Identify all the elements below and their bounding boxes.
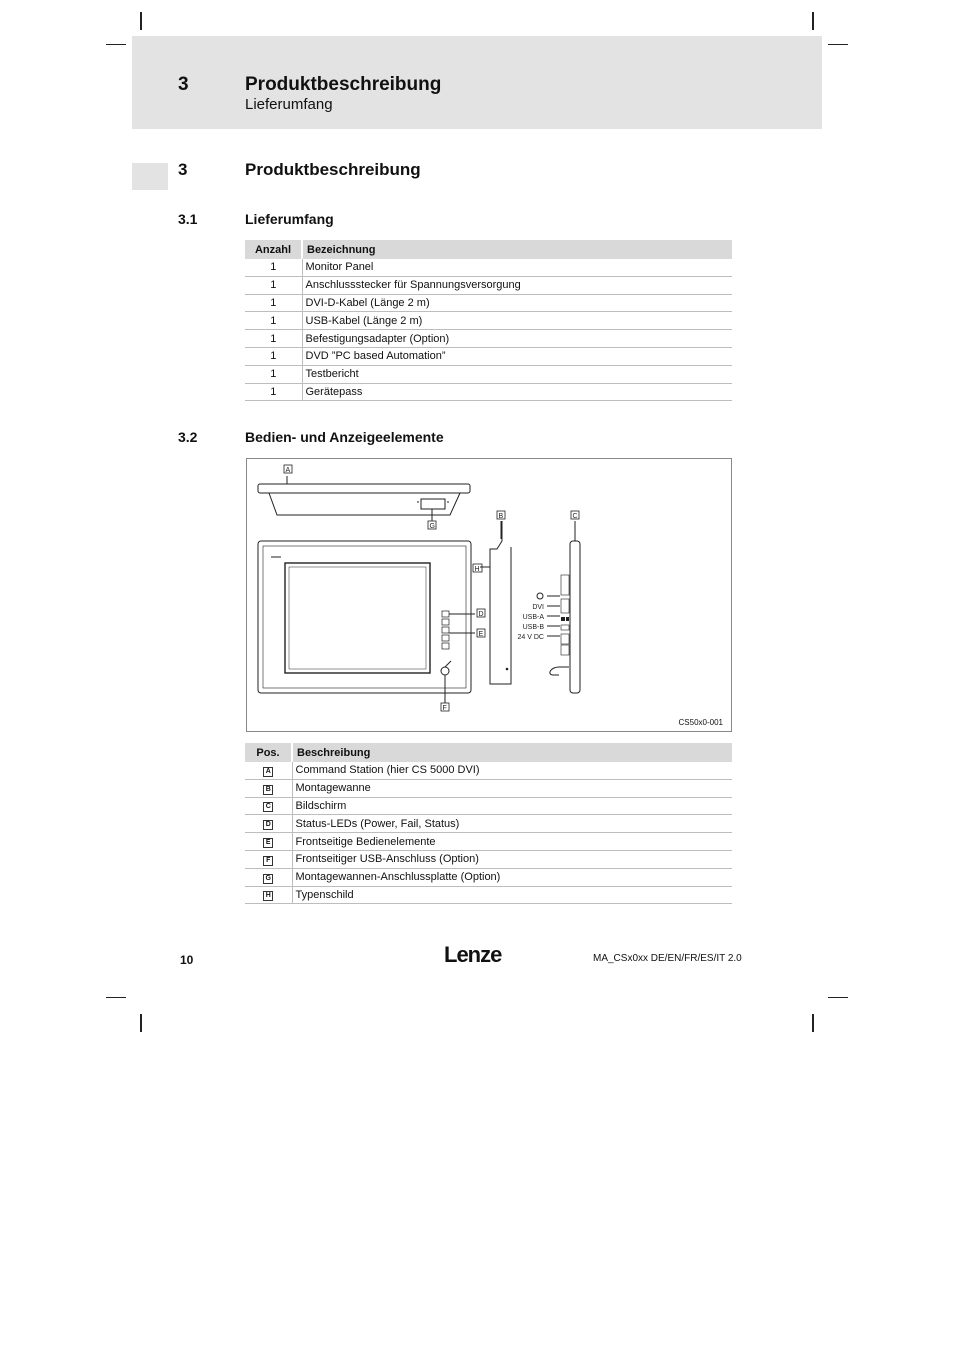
table-row	[245, 330, 732, 348]
section-number: 3	[178, 160, 188, 179]
label-b-text: B	[498, 513, 504, 520]
table-row	[245, 294, 732, 312]
desc-cell: Typenschild	[292, 886, 732, 904]
label-d-text: D	[478, 611, 484, 618]
name-cell: Befestigungsadapter (Option)	[302, 330, 732, 348]
subsection-1-title: Lieferumfang	[245, 211, 334, 227]
section-title: Produktbeschreibung	[245, 160, 421, 179]
qty-cell: 1	[245, 312, 302, 330]
table-row	[245, 365, 732, 383]
name-cell: Gerätepass	[302, 383, 732, 401]
scope-table	[245, 240, 732, 401]
device-figure	[246, 458, 732, 732]
pos-marker: B	[263, 785, 273, 795]
pos-marker: D	[263, 820, 273, 830]
label-f	[441, 703, 449, 712]
table-row	[245, 815, 732, 833]
name-cell: Anschlussstecker für Spannungsversorgung	[302, 276, 732, 294]
desc-cell: Command Station (hier CS 5000 DVI)	[292, 762, 732, 779]
desc-cell: Frontseitige Bedienelemente	[292, 833, 732, 851]
desc-cell: Montagewannen-Anschlussplatte (Option)	[292, 868, 732, 886]
col-desc-header: Beschreibung	[292, 743, 732, 762]
port-power-label: 24 V DC	[517, 634, 544, 641]
label-c	[571, 511, 579, 520]
table-row	[245, 347, 732, 365]
label-d	[477, 609, 485, 618]
crop-mark	[106, 44, 126, 45]
label-c-text: C	[572, 513, 578, 520]
lenze-logo: Lenze	[444, 942, 502, 967]
device-drawing	[247, 459, 731, 731]
label-h	[473, 564, 482, 573]
desc-cell: Frontseitiger USB-Anschluss (Option)	[292, 850, 732, 868]
label-g-text: G	[429, 523, 435, 530]
page-number: 10	[180, 953, 194, 967]
crop-mark	[106, 997, 126, 998]
port-usb-a-label: USB-A	[522, 614, 544, 621]
table-row	[245, 886, 732, 904]
pos-marker: A	[263, 767, 273, 777]
qty-cell: 1	[245, 365, 302, 383]
table-row	[245, 779, 732, 797]
col-pos-header: Pos.	[245, 743, 292, 762]
side-view-tray	[480, 521, 511, 684]
crop-mark	[140, 1014, 142, 1032]
label-a-text: A	[285, 467, 291, 474]
name-cell: Monitor Panel	[302, 259, 732, 276]
label-g	[428, 521, 436, 530]
col-qty-header: Anzahl	[245, 240, 302, 259]
label-e	[477, 629, 485, 638]
label-a	[284, 465, 292, 474]
crop-mark	[140, 12, 142, 30]
pos-marker: E	[263, 838, 273, 848]
document-id: MA_CSx0xx DE/EN/FR/ES/IT 2.0	[593, 953, 742, 964]
table-row	[245, 276, 732, 294]
table-row	[245, 259, 732, 276]
table-row	[245, 850, 732, 868]
table-header-row	[245, 240, 732, 259]
subsection-1-number: 3.1	[178, 211, 198, 227]
table-header-row	[245, 743, 732, 762]
pos-marker: C	[263, 802, 273, 812]
port-dvi-label: DVI	[532, 604, 544, 611]
label-e-text: E	[478, 631, 484, 638]
qty-cell: 1	[245, 347, 302, 365]
top-view	[258, 476, 470, 521]
qty-cell: 1	[245, 330, 302, 348]
subsection-2-title: Bedien- und Anzeigeelemente	[245, 429, 444, 445]
crop-mark	[812, 12, 814, 30]
desc-cell: Montagewanne	[292, 779, 732, 797]
qty-cell: 1	[245, 294, 302, 312]
qty-cell: 1	[245, 259, 302, 276]
name-cell: DVD ”PC based Automation”	[302, 347, 732, 365]
table-row	[245, 762, 732, 779]
name-cell: DVI-D-Kabel (Länge 2 m)	[302, 294, 732, 312]
table-row	[245, 312, 732, 330]
col-name-header: Bezeichnung	[302, 240, 732, 259]
header-band	[132, 36, 822, 129]
pos-marker: F	[263, 856, 273, 866]
header-chapter-number: 3	[178, 74, 189, 95]
port-usb-b-label: USB-B	[522, 624, 544, 631]
figure-id: CS50x0-001	[678, 718, 723, 727]
crop-mark	[812, 1014, 814, 1032]
header-chapter-title: Produktbeschreibung	[245, 74, 442, 95]
table-row	[245, 868, 732, 886]
table-row	[245, 383, 732, 401]
label-f-text: F	[442, 705, 447, 712]
table-row	[245, 797, 732, 815]
header-subtitle: Lieferumfang	[245, 96, 333, 113]
name-cell: Testbericht	[302, 365, 732, 383]
pos-marker: H	[263, 891, 273, 901]
table-row	[245, 833, 732, 851]
side-tab	[132, 163, 168, 190]
position-table	[245, 743, 732, 904]
qty-cell: 1	[245, 276, 302, 294]
crop-mark	[828, 44, 848, 45]
label-b	[497, 511, 505, 520]
label-h-text: H	[474, 566, 480, 573]
front-view	[258, 541, 475, 703]
desc-cell: Status-LEDs (Power, Fail, Status)	[292, 815, 732, 833]
subsection-2-number: 3.2	[178, 429, 198, 445]
crop-mark	[828, 997, 848, 998]
desc-cell: Bildschirm	[292, 797, 732, 815]
name-cell: USB-Kabel (Länge 2 m)	[302, 312, 732, 330]
qty-cell: 1	[245, 383, 302, 401]
pos-marker: G	[263, 874, 273, 884]
